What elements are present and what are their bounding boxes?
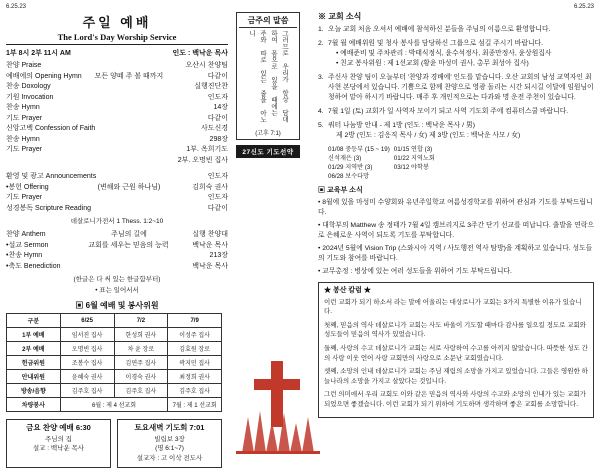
cell: 임서진 집사 <box>60 328 114 342</box>
pastor-column-box <box>318 282 594 418</box>
box-line: 설교자 : 고 이삭 전도사 <box>136 454 203 462</box>
table-row <box>7 342 222 356</box>
pastor-column-title: ★ 봉산 칼럼 ★ <box>324 287 371 294</box>
cell: 차 윤 장로 <box>114 342 168 356</box>
cross-icon <box>232 355 324 455</box>
order-mid <box>92 262 166 273</box>
row-label: 방송/음향 <box>7 384 61 398</box>
table-row <box>7 328 222 342</box>
order-item <box>6 156 228 167</box>
cell: 이경숙 권사 <box>114 370 168 384</box>
news-number: 1. <box>318 26 324 33</box>
order-right: 213장 <box>209 252 228 259</box>
page-title: 주일 예배 <box>82 15 152 30</box>
news-number: 5. <box>318 122 324 129</box>
column-header: 6/25 <box>60 314 114 328</box>
order-item <box>6 82 228 93</box>
cell: 곽지민 집사 <box>168 356 222 370</box>
table-row <box>7 398 222 412</box>
order-item <box>6 172 228 183</box>
table-row <box>328 145 439 154</box>
cell: 이성주 집사 <box>168 328 222 342</box>
order-mid <box>92 156 166 167</box>
news-sub: 제 2방 (인도 : 김응직 목사 / 女) 제 3방 (인도 : 백낙운 사모 / 女) <box>336 132 521 139</box>
order-right: 백낙운 목사 <box>192 262 228 270</box>
order-label: 찬양 Praise <box>6 62 42 69</box>
order-item <box>6 61 228 72</box>
education-item: • 2024년 5월에 Vision Trip (스와시아 지역 / 사도행전 역사 탐방)을 계획하고 있습니다. 성도들의 기도와 참여를 바랍니다. <box>318 245 593 262</box>
order-mid <box>92 145 166 156</box>
cross-graphic <box>232 355 324 455</box>
news-item <box>318 121 594 141</box>
table-row <box>328 163 439 172</box>
column-header: 구분 <box>7 314 61 328</box>
cell: 03/12 야학봉 <box>393 164 429 171</box>
order-right: 실행 찬양대 <box>192 231 228 238</box>
duty-schedule-table <box>6 313 222 412</box>
order-mid <box>92 172 166 183</box>
order-label: 환영 및 광고 Announcements <box>6 173 97 180</box>
education-heading: ▣ 교육부 소식 <box>318 187 363 194</box>
news-column <box>318 12 594 418</box>
order-item <box>6 183 228 194</box>
prayer-banner: 27신도 기도선약 <box>236 145 300 158</box>
cell: 한성희 권사 <box>114 328 168 342</box>
bottom-boxes <box>6 419 222 468</box>
order-mid: 교회를 세우는 믿음의 능력 <box>88 241 169 249</box>
news-item <box>318 73 594 103</box>
table-row <box>7 384 222 398</box>
order-item <box>6 124 228 135</box>
pastor-column-paragraph: 그런 의미에서 우리 교회도 이와 같은 믿음의 역사와 사랑의 수고와 소망의 인내가 있는 교회가 되었으면 좋겠습니다. 이런 교회가 되기 위하여 기도하며 생각하며 좋은 교회를 소망합니다. <box>324 391 587 408</box>
order-item <box>6 251 228 262</box>
order-right: 인도자 <box>207 194 228 201</box>
table-row <box>328 172 439 181</box>
cell: 윤혜숙 권사 <box>60 370 114 384</box>
box-line: (명 6:1~7) <box>155 445 184 452</box>
order-mid <box>92 82 166 93</box>
table-row <box>7 370 222 384</box>
news-body: 오늘 교회 처음 오셔서 예배에 참석하신 분들을 주님의 이름으로 환영합니다. <box>328 26 551 33</box>
order-label: 기도 Prayer <box>6 146 43 153</box>
news-body: 7월 월 예배위원 및 청사 봉사를 담당하신 그룹으로 섬길 주시기 바랍니다. <box>328 40 543 47</box>
cell: 06/28 보수다망 <box>328 173 370 180</box>
order-right: 사도신경 <box>200 125 228 132</box>
order-label: 성경봉독 Scripture Reading <box>6 204 92 212</box>
service-time: 1부 8시 2부 11시 AM <box>6 50 71 57</box>
order-label: 찬송 Hymn <box>6 135 40 143</box>
cell: 김연주 집사 <box>114 356 168 370</box>
table-header-row <box>7 314 222 328</box>
order-mid: (변해와 근원 하나님) <box>97 183 161 191</box>
order-mid: 모든 양떼 주 볼 때까지 <box>94 72 164 80</box>
service-officiant: 인도 : 백낙운 목사 <box>172 50 228 57</box>
order-mid <box>92 204 166 215</box>
order-right: 2부. 오명빈 집사 <box>177 156 228 164</box>
education-item: • 대학부의 Matthew 송 정태가 7월 4일 캠브리지로 3주간 단기 선교를 떠납니다. 출발을 연락으로 은혜로운 사역이 되도록 기도를 부탁합니다. <box>318 222 594 239</box>
row-label: 2부 예배 <box>7 342 61 356</box>
order-mid <box>92 93 166 104</box>
footnote-1: (한글은 다 써 있는 한글함부터) <box>73 276 161 283</box>
news-sub: • 예배준비 및 주차관리 : 박태식정식, 윤수석정사, 최종만정사, 윤상원집사 <box>336 50 552 57</box>
order-right: 다같이 <box>207 114 228 122</box>
order-label: 신앙고백 Confession of Faith <box>6 125 96 132</box>
news-item <box>318 25 594 35</box>
education-item: • 8월에 있을 마성미 수양회와 유년주일학교 여름성경학교를 위하여 관심과 기도를 부탁드립니다. <box>318 199 593 216</box>
order-right: 14장 <box>213 104 228 111</box>
box-line: 설교 : 백낙운 목사 <box>32 445 85 452</box>
order-label: 찬송 Hymn <box>6 104 40 111</box>
order-block-1 <box>6 61 228 166</box>
order-right: 다같이 <box>207 204 228 212</box>
column-header: 7/9 <box>168 314 222 328</box>
education-item: • 교무총정 : 병상에 있는 여러 성도들을 위하여 기도 부탁드립니다. <box>318 268 512 275</box>
order-label: 기도 Prayer <box>6 194 43 201</box>
order-label: 기도 Prayer <box>6 114 43 122</box>
service-header <box>6 48 228 58</box>
order-label <box>6 156 92 167</box>
row-label: 차량봉사 <box>7 398 61 412</box>
prayer-schedule-table <box>328 145 439 181</box>
order-item <box>6 93 228 104</box>
order-item <box>6 145 228 156</box>
table-row <box>7 356 222 370</box>
box-line: 주님의 집 <box>45 435 72 443</box>
pastor-column-paragraph: 이런 교회가 되기 하소서 라는 말에 어울리는 대상로니가 교회는 3가지 특별한 이유가 있습니다. <box>324 298 582 316</box>
date-left: 6.25.23 <box>6 4 27 10</box>
cell: 7월 : 제 1 선교회 <box>168 398 222 412</box>
cell: 조봉수 집사 <box>60 356 114 370</box>
order-right: 오산시 찬양팀 <box>185 62 228 69</box>
order-item <box>6 72 228 83</box>
news-heading: ※ 교회 소식 <box>318 12 362 21</box>
cell: 01/29 지역반 (3) <box>328 164 373 171</box>
table-row <box>328 154 439 163</box>
order-label: 찬양 Anthem <box>6 231 46 238</box>
cell: 01/08 중등부 (15 ~ 19) <box>328 146 390 153</box>
order-block-2 <box>6 172 228 225</box>
cell: 신석재은 (3) <box>328 155 362 162</box>
schedule-title: ▣ 6월 예배 및 봉사위원 <box>75 301 159 310</box>
order-label: 찬송 Doxology <box>6 83 51 90</box>
order-mid: 주님의 길에 <box>111 231 147 238</box>
order-mid <box>92 103 166 114</box>
weekly-verse-ref: (고후 7:1) <box>255 131 281 137</box>
weekly-verse-box <box>236 12 300 140</box>
date-right: 6.25.23 <box>573 4 594 10</box>
news-body-wrap <box>328 39 594 69</box>
order-label: 예배에의 Opening Hymn <box>6 72 82 80</box>
friday-service-box <box>6 419 111 468</box>
news-number: 3. <box>318 74 324 81</box>
order-label: •봉헌 Offering <box>6 183 49 191</box>
row-label: 1부 예배 <box>7 328 61 342</box>
weekly-verse-text: 그러므로 우리가 항상 담대하여 몸으로 있을 때에는 주와 따로 있는 줄을 아노니 <box>248 30 288 123</box>
worship-order-column <box>6 12 228 468</box>
cell: 6월 : 제 4 선교회 <box>60 398 168 412</box>
cell: 김효원 장로 <box>168 342 222 356</box>
order-right: 백낙운 목사 <box>192 241 228 249</box>
box-title: 토요새벽 기도회 7:01 <box>134 423 205 432</box>
news-body: 7월 1일 (토) 교회가 일 사역자 모이기 되고 사역 기도회 주에 컴퓨터스쿨 바랍니다. <box>328 108 569 115</box>
cell: 오명빈 집사 <box>60 342 114 356</box>
order-item <box>6 135 228 146</box>
cell: 김주호 집사 <box>60 384 114 398</box>
order-right: 인도자 <box>207 173 228 180</box>
page-title-en: The Lord's Day Worship Service <box>57 32 177 42</box>
cell: 최정희 권사 <box>168 370 222 384</box>
news-item <box>318 39 594 69</box>
order-mid <box>92 251 166 262</box>
news-number: 4. <box>318 108 324 115</box>
box-line: 빌립보 3장 <box>154 435 185 443</box>
order-item <box>6 262 228 273</box>
order-label: 기원 Invocation <box>6 93 54 101</box>
news-body: 주신사 찬양 팀이 오늘부터 '찬양과 경배에' 인도를 맡습니다. 오산 교회의 남성 교역자인 최사현 본당에서 있습니다. 기쁨으로 함께 찬양으로 영광 돌리는 시간 되시길 이달에 임원님이 청하여 맡아 하시기 바랍니다. 매주 후 개인적으로는 다과와 명 운전 주천이 있습니다. <box>328 74 594 101</box>
order-label: •설교 Sermon <box>6 241 49 249</box>
pastor-column-paragraph: 셋째, 소망의 인내 데살로니가 교회는 주님 재림의 소망을 가지고 있었습니다. 그들은 영원한 하늘나라의 소망을 가지고 살았다는 것입니다. <box>324 368 588 385</box>
order-item <box>6 114 228 125</box>
order-mid <box>92 114 166 125</box>
order-right: 김희숙 권사 <box>192 183 228 191</box>
order-right: 다같이 <box>207 72 228 80</box>
cell: 김주호 집사 <box>168 384 222 398</box>
cell: 김주호 집사 <box>114 384 168 398</box>
news-number: 2. <box>318 40 324 47</box>
news-body: 쿼터 나눔방 안내 - 제 1방 (인도 : 백낙운 목사 / 男) <box>328 122 475 129</box>
order-label: •찬송 Hymn <box>6 252 43 259</box>
cell <box>394 172 439 181</box>
cell: 01/15 연합 (3) <box>393 146 433 153</box>
divider <box>6 44 228 45</box>
scripture-reference: 데살로니가전서 1 Thess. 1:2~10 <box>70 218 164 225</box>
news-item <box>318 107 594 117</box>
order-item <box>6 193 228 204</box>
saturday-prayer-box <box>117 419 222 468</box>
news-body-wrap <box>328 121 594 141</box>
news-sub: • 친교 봉사위원 : 제 1선교회 (황윤 마성미 권사, 총무 최성아 집사) <box>336 60 529 67</box>
weekly-verse-title: 금주의 말씀 <box>239 15 297 28</box>
order-block-3 <box>6 230 228 272</box>
order-right: 실행진단찬 <box>194 83 228 90</box>
order-right: 1부. 옥희기도 <box>186 146 228 153</box>
order-mid <box>92 193 166 204</box>
order-item <box>6 230 228 241</box>
order-label: •축도 Benediction <box>6 262 61 270</box>
order-item <box>6 241 228 252</box>
order-right: 298장 <box>209 135 228 143</box>
order-right: 인도자 <box>207 93 228 101</box>
column-header: 7/2 <box>114 314 168 328</box>
box-title: 금요 찬양 예배 6:30 <box>26 423 91 432</box>
pastor-column-paragraph: 둘째, 사랑의 수고 데살로니가 교회는 서로 사랑하여 수고를 아끼지 않았습니다. 따뜻한 성도 간의 사랑 이웃 언어 사랑 교회만의 사랑으로 소문난 교회였습니다. <box>324 344 588 362</box>
footnote-2: • 표는 일어서서 <box>95 287 139 294</box>
weekly-verse-column <box>236 12 306 158</box>
order-mid <box>92 124 166 135</box>
order-item <box>6 103 228 114</box>
order-item <box>6 204 228 215</box>
row-label: 헌금위원 <box>7 356 61 370</box>
row-label: 안내위원 <box>7 370 61 384</box>
order-mid <box>92 61 166 72</box>
pastor-column-paragraph: 첫째, 믿음의 역사 데살로니가 교회는 사도 바울이 기도할 때마다 감사를 일으킬 정도로 교회와 성도들이 믿음의 역사가 있었습니다. <box>324 321 587 339</box>
cell: 01/22 지역노회 <box>393 155 435 162</box>
order-mid <box>92 135 166 146</box>
